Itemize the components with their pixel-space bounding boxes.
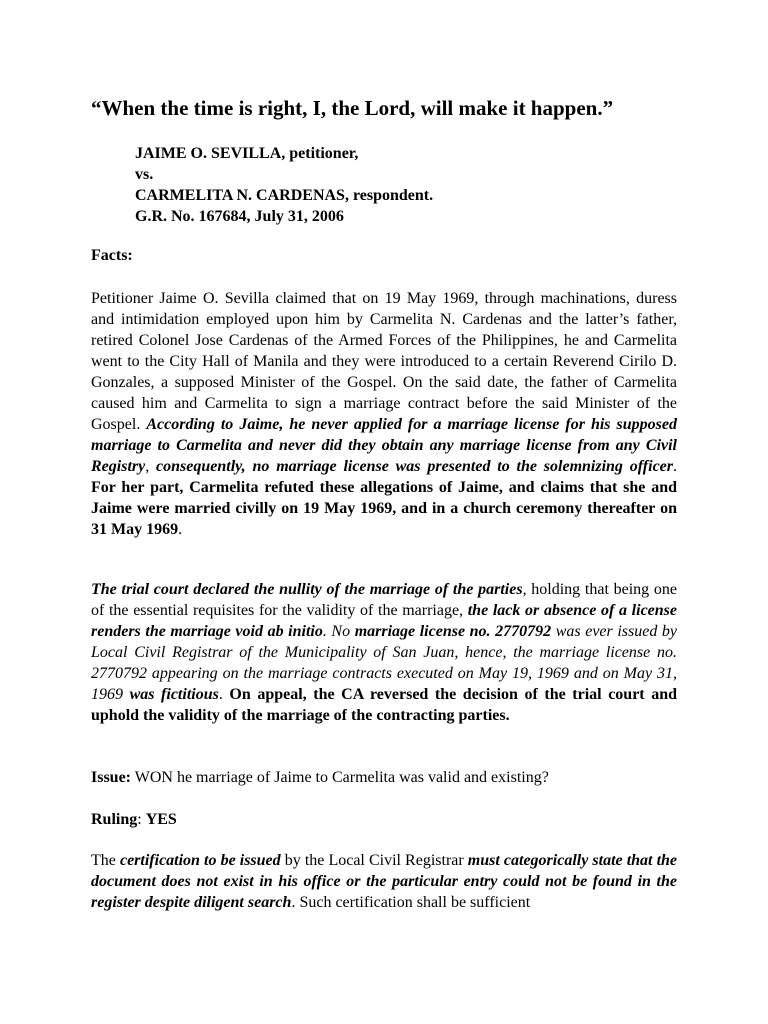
ruling-answer: YES — [145, 811, 177, 828]
issue-line — [91, 767, 549, 788]
facts-p2-text-3: was ever issued by Local Civil Registrar of the Municipality of San Juan, hence, the marriage license no. 2770792 appearing on the marriage contracts executed on May 19, 1969 and on May 31, 1969 — [91, 623, 678, 703]
ruling-p-text-2: by the Local Civil Registrar — [280, 852, 468, 869]
trial-court-emphasis: The trial court declared the nullity of the marriage of the parties — [91, 581, 523, 598]
facts-p2-text-1: , holding that being one of the essential requisites for the validity of the marriage, — [91, 581, 678, 619]
facts-paragraph-1 — [91, 288, 677, 540]
carmelita-claim-emphasis: For her part, Carmelita refuted these allegations of Jaime, and claims that she and Jaime were married civilly on 19 May 1969, and in a church ceremony thereafter on 31 May 1969 — [91, 479, 677, 538]
ruling-paragraph — [91, 850, 677, 913]
ruling-colon: : — [137, 811, 146, 828]
facts-p1-comma: , — [145, 458, 157, 475]
jaime-claim-emphasis: According to Jaime, he never applied for a marriage license for his supposed marriage to Carmelita and never did they obtain any marriage license from any Civil Registry — [91, 416, 678, 475]
facts-p1-text: Petitioner Jaime O. Sevilla claimed that on 19 May 1969, through machinations, duress and intimidation employed upon him by Carmelita N. Cardenas and the latter’s father, retired Colonel Jose Cardenas of the Armed Forces of the Philippines, he and Carmelita went to the City Hall of Manila and they were introduced to a certain Reverend Cirilo D. Gonzales, a supposed Minister of the Gospel. On the said date, the father of Carmelita caused him and Carmelita to sign a marriage contract before the said Minister of the Gospel. — [91, 290, 677, 433]
fictitious-emphasis: was fictitious — [129, 686, 219, 703]
ruling-label: Ruling — [91, 811, 138, 828]
facts-heading: Facts: — [91, 247, 133, 264]
facts-p2-text-2: . No — [322, 623, 355, 640]
ruling-p-text-3: . Such certification shall be sufficient — [291, 894, 531, 911]
case-caption — [135, 143, 433, 227]
facts-p1-period: . — [673, 458, 677, 475]
versus-line: vs. — [135, 166, 154, 183]
issue-label: Issue: — [91, 769, 132, 786]
license-number-emphasis: marriage license no. 2770792 — [354, 623, 552, 640]
ruling-p-text-1: The — [91, 852, 120, 869]
gr-number-line: G.R. No. 167684, July 31, 2006 — [135, 208, 344, 225]
void-ab-initio-emphasis: the lack or absence of a license renders the marriage void ab initio — [91, 602, 678, 640]
petitioner-line: JAIME O. SEVILLA, petitioner, — [135, 145, 359, 162]
facts-paragraph-2 — [91, 579, 677, 726]
no-license-emphasis: consequently, no marriage license was presented to the solemnizing officer — [156, 458, 673, 475]
categorical-statement-emphasis: must categorically state that the document does not exist in his office or the particular entry could not be found in the register despite diligent search — [91, 852, 678, 911]
issue-text: WON he marriage of Jaime to Carmelita was valid and existing? — [131, 769, 549, 786]
appeal-emphasis: On appeal, the CA reversed the decision of the trial court and uphold the validity of the marriage of the contracting parties. — [91, 686, 678, 724]
facts-p2-period: . — [218, 686, 230, 703]
facts-p1-end: . — [178, 521, 183, 538]
ruling-line — [91, 809, 177, 830]
certification-emphasis: certification to be issued — [119, 852, 281, 869]
respondent-line: CARMELITA N. CARDENAS, respondent. — [135, 187, 434, 204]
page-title-quote: “When the time is right, I, the Lord, will make it happen.” — [91, 96, 614, 120]
